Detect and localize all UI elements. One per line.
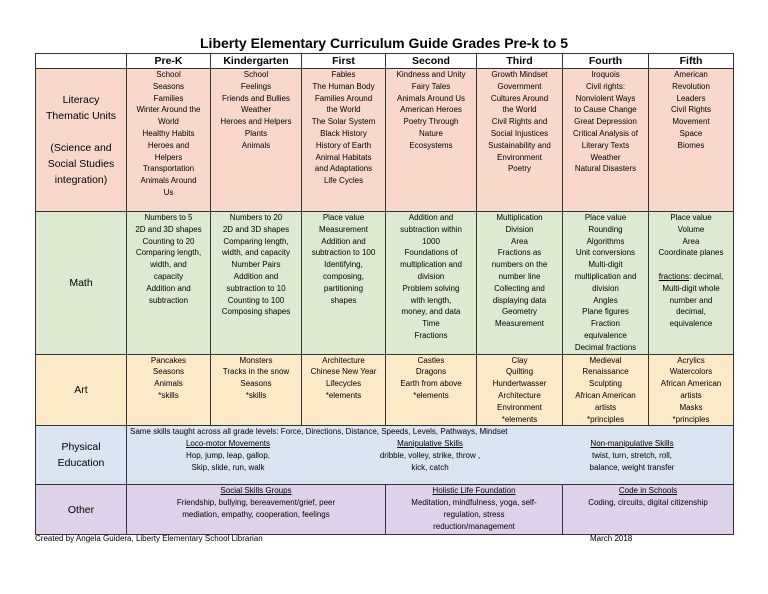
literacy-topic: American Heroes: [400, 105, 462, 115]
math-topic: capacity: [153, 271, 184, 281]
literacy-topic: Natural Disasters: [574, 164, 637, 174]
art-topic: Architecture: [498, 390, 541, 400]
art-topic: Monsters: [239, 355, 273, 365]
math-topic: Place value: [322, 213, 365, 222]
pe-group: [329, 438, 531, 473]
literacy-topic: Revolution: [672, 81, 710, 91]
art-topic: *principles: [587, 414, 624, 424]
pe-group-title: Non-manipulative Skills: [590, 439, 674, 449]
literacy-topic: The Human Body: [312, 81, 375, 91]
art-topic: Acrylics: [677, 355, 705, 365]
art-topic: artists: [594, 402, 617, 412]
grade-header-prek: Pre-K: [127, 54, 211, 69]
art-topic: Architecture: [322, 355, 365, 365]
curriculum-table: [35, 53, 734, 535]
art-topic: Pancakes: [150, 355, 187, 365]
math-topic: Multiplication: [496, 213, 543, 222]
literacy-topic: World: [158, 117, 179, 127]
math-topic: Comparing length,: [135, 248, 202, 258]
art-topic: Lifecycles: [325, 379, 362, 389]
literacy-topic: Animals Around: [140, 176, 197, 186]
literacy-topic: School: [243, 70, 269, 79]
pe-group-line: balance, weight transfer: [589, 462, 675, 472]
pe-group-line: dribble, volley, strike, throw ,: [379, 450, 481, 460]
math-topic: number line: [498, 271, 541, 281]
literacy-topic: Fairy Tales: [411, 81, 451, 91]
art-topic: Masks: [679, 402, 703, 412]
literacy-cell-prek: [127, 69, 211, 212]
literacy-topic: Government: [497, 81, 542, 91]
footer-credit: Created by Angela Guidera, Liberty Elementary School Librarian: [35, 534, 263, 543]
literacy-topic: and Adaptations: [314, 164, 373, 174]
art-topic: Hundertwasser: [492, 379, 547, 389]
literacy-topic: Helpers: [154, 152, 183, 162]
math-topic: 2D and 3D shapes: [222, 224, 290, 234]
literacy-topic: the World: [502, 105, 537, 115]
pe-group-title: Manipulative Skills: [397, 439, 463, 449]
grade-header-fourth: Fourth: [563, 54, 649, 69]
grade-header-kindergarten: Kindergarten: [211, 54, 302, 69]
math-topic: Addition and: [146, 283, 191, 293]
art-topic: Dragons: [415, 367, 447, 377]
math-topic: number and: [669, 295, 713, 305]
math-topic: width, and capacity: [221, 248, 291, 258]
math-topic: Comparing length,: [223, 236, 289, 246]
literacy-topic: Nonviolent Ways: [575, 93, 636, 103]
literacy-topic: Nature: [418, 128, 443, 138]
grade-header-second: Second: [386, 54, 477, 69]
art-topic: Renaissance: [582, 367, 629, 377]
math-row: [36, 212, 734, 355]
math-topic: division: [417, 271, 445, 281]
pe-group: [531, 438, 733, 473]
art-topic: *elements: [325, 390, 362, 400]
corner-cell: [36, 54, 127, 69]
literacy-topic: Critical Analysis of: [573, 128, 638, 138]
math-topic: Area: [511, 236, 528, 246]
literacy-topic: Poetry: [507, 164, 532, 174]
pe-label-line: Education: [57, 457, 105, 470]
math-cell-third: [477, 212, 563, 355]
literacy-topic: Families Around: [314, 93, 373, 103]
pe-group-line: twist, turn, stretch, roll,: [591, 450, 673, 460]
literacy-topic: Weather: [240, 105, 272, 115]
math-topic: width, and: [150, 260, 187, 270]
math-topic: subtraction within: [400, 224, 462, 234]
math-topic: Area: [682, 236, 700, 246]
other-group-title: Social Skills Groups: [220, 486, 292, 496]
math-topic: Angles: [593, 295, 618, 305]
literacy-topic: Seasons: [152, 81, 185, 91]
math-topic: Counting to 100: [227, 295, 285, 305]
literacy-label-line: (Science and: [50, 142, 112, 154]
literacy-topic: Animals: [241, 140, 271, 150]
literacy-topic: Sustainability and: [488, 140, 551, 150]
math-cell-second: [386, 212, 477, 355]
other-group-line: reduction/management: [433, 521, 515, 531]
math-topic: Unit conversions: [575, 248, 636, 258]
math-topic: 1000: [422, 236, 440, 246]
literacy-cell-third: [477, 69, 563, 212]
art-topic: Animals: [154, 379, 183, 389]
other-group-line: regulation, stress: [443, 509, 505, 519]
art-topic: African American: [660, 379, 722, 389]
pe-group-line: kick, catch: [411, 462, 449, 472]
math-topic: Time: [422, 319, 440, 329]
math-topic: Multi-digit whole: [662, 283, 720, 293]
math-topic: Number Pairs: [231, 260, 281, 270]
literacy-topic: Winter Around the: [136, 105, 201, 115]
art-cell-second: [386, 354, 477, 426]
literacy-topic: Healthy Habits: [142, 128, 195, 138]
other-group-title: Holistic Life Foundation: [432, 486, 516, 496]
math-topic: division: [592, 283, 619, 293]
art-cell-fifth: [649, 354, 734, 426]
math-topic: Coordinate planes: [658, 248, 724, 258]
literacy-topic: Feelings: [240, 81, 272, 91]
math-row-label: Math: [36, 212, 127, 355]
math-topic: Volume: [677, 224, 705, 234]
literacy-topic: Social Injustices: [490, 128, 549, 138]
other-group-line: Meditation, mindfulness, yoga, self-: [411, 498, 537, 508]
pe-group-line: Skip, slide, run, walk: [191, 462, 265, 472]
literacy-topic: Black History: [320, 128, 367, 138]
literacy-topic: School: [156, 70, 181, 79]
art-topic: Environment: [497, 402, 542, 412]
math-topic: equivalence: [584, 330, 627, 340]
math-topic: subtraction to 10: [226, 283, 286, 293]
other-group-line: Coding, circuits, digital citizenship: [588, 498, 708, 508]
pe-group-title: Loco-motor Movements: [185, 439, 271, 449]
page-title: Liberty Elementary Curriculum Guide Grades Pre-k to 5: [200, 35, 568, 51]
literacy-cell-second: [386, 69, 477, 212]
literacy-topic: Weather: [590, 152, 621, 162]
math-topic: Addition and: [408, 213, 454, 222]
literacy-topic: Movement: [672, 117, 710, 127]
other-group-line: mediation, empathy, cooperation, feelings: [182, 509, 330, 519]
literacy-topic: Leaders: [676, 93, 706, 103]
math-topic: Measurement: [319, 224, 368, 234]
literacy-topic: Great Depression: [574, 117, 637, 127]
other-group-line: Friendship, bullying, bereavement/grief, peer: [176, 498, 336, 508]
math-topic: Foundations of: [404, 248, 458, 258]
math-cell-fifth: [649, 212, 734, 355]
math-cell-kindergarten: [211, 212, 302, 355]
literacy-cell-first: [302, 69, 386, 212]
pe-content-cell: [127, 426, 734, 485]
math-topic: shapes: [330, 295, 357, 305]
art-topic: *principles: [672, 414, 710, 424]
art-row-label: Art: [36, 354, 127, 426]
math-topic: Plane figures: [582, 307, 629, 317]
literacy-topic: Heroes and Helpers: [220, 117, 292, 127]
math-topic: Fractions as: [497, 248, 542, 258]
literacy-topic: Animals Around Us: [396, 93, 466, 103]
footer-date: March 2018: [590, 534, 633, 543]
literacy-label-line: Literacy: [62, 94, 100, 106]
literacy-topic: Civil rights:: [585, 81, 626, 91]
art-topic: Seasons: [240, 379, 272, 389]
holistic-life-cell: [386, 485, 563, 535]
math-topic: Measurement: [495, 319, 544, 329]
math-topic: displaying data: [492, 295, 547, 305]
literacy-topic: Friends and Bullies: [221, 93, 291, 103]
art-topic: *elements: [501, 414, 538, 424]
literacy-topic: History of Earth: [315, 140, 372, 150]
literacy-topic: Cultures Around: [490, 93, 549, 103]
math-topic: money, and data: [401, 307, 461, 317]
literacy-topic: Ecosystems: [409, 140, 453, 150]
art-cell-fourth: [563, 354, 649, 426]
math-topic: equivalence: [669, 319, 713, 329]
literacy-topic: Growth Mindset: [491, 70, 548, 79]
literacy-label-line: [36, 124, 126, 140]
math-topic: Algorithms: [586, 236, 625, 246]
math-topic: Counting to 20: [142, 236, 195, 246]
literacy-topic: Life Cycles: [323, 176, 364, 186]
literacy-row: [36, 69, 734, 212]
art-cell-prek: [127, 354, 211, 426]
literacy-topic: Biomes: [677, 140, 705, 150]
math-topic: Place value: [584, 213, 627, 222]
art-topic: artists: [680, 390, 702, 400]
math-topic: multiplication and: [400, 260, 462, 270]
grade-header-first: First: [302, 54, 386, 69]
math-cell-first: [302, 212, 386, 355]
math-topic: subtraction: [148, 295, 189, 305]
math-topic: Numbers to 5: [144, 213, 193, 222]
literacy-topic: Transportation: [142, 164, 195, 174]
math-topic: Addition and: [233, 271, 279, 281]
math-topic: Decimal fractions: [574, 342, 637, 352]
other-group-title: Code in Schools: [618, 486, 678, 496]
math-topic: Identifying,: [324, 260, 363, 270]
pe-label-line: Physical: [61, 441, 101, 454]
literacy-topic: Poetry Through: [403, 117, 459, 127]
math-cell-prek: [127, 212, 211, 355]
art-cell-first: [302, 354, 386, 426]
art-topic: Castles: [417, 355, 445, 365]
art-topic: Chinese New Year: [310, 367, 377, 377]
pe-group-line: Hop, jump, leap, gallop,: [185, 450, 271, 460]
grade-header-row: [36, 54, 734, 69]
literacy-cell-kindergarten: [211, 69, 302, 212]
art-topic: Earth from above: [400, 379, 462, 389]
art-topic: *elements: [413, 390, 449, 400]
pe-row-label: [36, 426, 127, 485]
math-topic: Collecting and: [494, 283, 545, 293]
literacy-topic: to Cause Change: [574, 105, 637, 115]
art-cell-kindergarten: [211, 354, 302, 426]
math-topic: Numbers to 20: [229, 213, 283, 222]
literacy-cell-fourth: [563, 69, 649, 212]
literacy-label-line: integration): [54, 174, 108, 186]
math-topic: decimal,: [676, 307, 706, 317]
other-row-label: Other: [36, 485, 127, 535]
physical-education-row: [36, 426, 734, 485]
art-topic: Sculpting: [589, 379, 622, 389]
math-topic: numbers on the: [491, 260, 548, 270]
literacy-topic: the World: [326, 105, 361, 115]
literacy-topic: Families: [153, 93, 184, 103]
literacy-topic: Space: [679, 128, 703, 138]
math-topic: Fraction: [591, 319, 620, 329]
math-topic: Division: [505, 224, 534, 234]
math-topic: composing,: [323, 271, 364, 281]
social-skills-cell: [127, 485, 386, 535]
pe-skill-groups: [127, 438, 733, 473]
literacy-topic: Plants: [244, 128, 268, 138]
art-row: [36, 354, 734, 426]
math-topic: subtraction to 100: [311, 248, 376, 258]
grade-header-fifth: Fifth: [649, 54, 734, 69]
art-topic: African American: [575, 390, 636, 400]
literacy-topic: Literary Texts: [581, 140, 630, 150]
literacy-topic: The Solar System: [311, 117, 376, 127]
literacy-topic: American: [674, 70, 708, 79]
math-topic: Problem solving: [402, 283, 460, 293]
art-topic: *skills: [245, 390, 267, 400]
math-topic: multiplication and: [574, 271, 637, 281]
math-topic: with length,: [410, 295, 452, 305]
other-row: [36, 485, 734, 535]
art-topic: Watercolors: [669, 367, 713, 377]
literacy-topic: Fables: [331, 70, 356, 79]
pe-group: [127, 438, 329, 473]
math-topic: Composing shapes: [221, 307, 291, 317]
art-cell-third: [477, 354, 563, 426]
literacy-label-line: Social Studies: [47, 158, 115, 170]
art-topic: Medieval: [589, 355, 622, 365]
math-topic: Geometry: [501, 307, 538, 317]
literacy-topic: Us: [163, 187, 174, 197]
math-topic: [649, 259, 733, 271]
literacy-topic: Iroquois: [591, 70, 620, 79]
math-topic: Multi-digit: [588, 260, 623, 270]
literacy-topic: Civil Rights and: [491, 117, 548, 127]
art-topic: *skills: [158, 390, 179, 400]
math-topic: Fractions: [414, 330, 448, 340]
literacy-topic: Animal Habitats: [315, 152, 372, 162]
art-topic: Quilting: [505, 367, 534, 377]
math-topic: fractions: decimal,: [658, 271, 724, 281]
literacy-topic: Kindness and Unity: [396, 70, 466, 79]
art-topic: Clay: [511, 355, 528, 365]
art-topic: Tracks in the snow: [222, 367, 290, 377]
pe-intro-text: Same skills taught across all grade levels: Force, Directions, Distance, Speeds, Levels, Pathways, Mindset: [130, 427, 508, 437]
math-cell-fourth: [563, 212, 649, 355]
grade-header-third: Third: [477, 54, 563, 69]
literacy-topic: Environment: [497, 152, 542, 162]
math-topic: Place value: [670, 213, 712, 222]
math-topic: partitioning: [323, 283, 364, 293]
fractions-underlined-word: fractions: [658, 271, 689, 281]
math-topic: Addition and: [321, 236, 366, 246]
literacy-cell-fifth: [649, 69, 734, 212]
art-topic: Seasons: [152, 367, 185, 377]
code-in-schools-cell: [563, 485, 734, 535]
literacy-topic: Heroes and: [147, 140, 190, 150]
math-topic: 2D and 3D shapes: [135, 224, 202, 234]
literacy-label-line: Thematic Units: [45, 110, 117, 122]
math-topic: Rounding: [588, 224, 623, 234]
literacy-row-label: [36, 69, 127, 212]
literacy-topic: Civil Rights: [670, 105, 711, 115]
